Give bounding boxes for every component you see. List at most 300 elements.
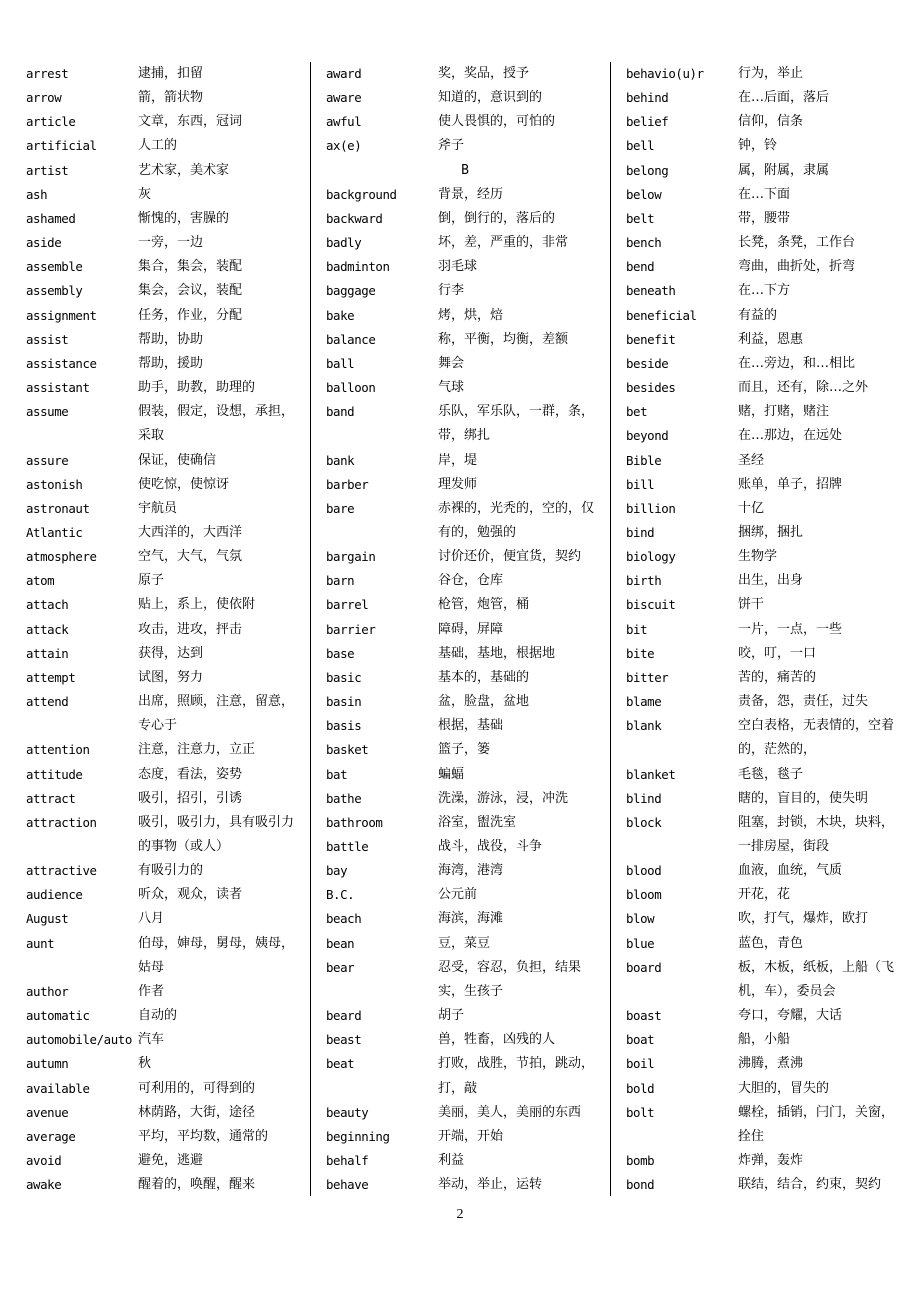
page-number: 2 bbox=[456, 1207, 464, 1222]
vocab-word: assemble bbox=[26, 259, 83, 275]
vocab-meaning: 胡子 bbox=[438, 1008, 465, 1024]
vocab-word: attention bbox=[26, 742, 90, 758]
vocab-meaning: 在…旁边，和…相比 bbox=[738, 355, 856, 371]
vocab-entry bbox=[326, 1052, 604, 1100]
vocab-meaning: 豆，菜豆 bbox=[438, 935, 491, 951]
vocab-meaning: 态度，看法，姿势 bbox=[138, 766, 243, 782]
vocab-entry bbox=[26, 86, 304, 110]
vocab-meaning: 海湾，港湾 bbox=[438, 863, 504, 879]
vocab-entry bbox=[626, 304, 904, 328]
vocab-word: benefit bbox=[626, 331, 676, 347]
vocab-meaning: 利益 bbox=[438, 1153, 465, 1169]
vocab-meaning: 背景，经历 bbox=[438, 186, 504, 202]
vocab-entry bbox=[26, 376, 304, 400]
column-2 bbox=[326, 62, 604, 1197]
vocab-meaning: 八月 bbox=[138, 911, 165, 927]
vocab-meaning: 注意，注意力，立正 bbox=[138, 742, 256, 758]
vocab-meaning: 长凳，条凳，工作台 bbox=[738, 235, 856, 251]
vocab-word: beast bbox=[326, 1032, 362, 1048]
vocab-entry bbox=[26, 907, 304, 931]
vocab-entry bbox=[26, 231, 304, 255]
vocab-entry bbox=[326, 811, 604, 835]
vocab-entry bbox=[326, 279, 604, 303]
vocab-word: blue bbox=[626, 935, 655, 951]
vocab-word: bolt bbox=[626, 1104, 655, 1120]
vocab-meaning: 讨价还价，便宜货，契约 bbox=[438, 549, 582, 565]
vocab-word: Bible bbox=[626, 452, 662, 468]
vocab-entry bbox=[26, 352, 304, 376]
vocab-entry bbox=[26, 521, 304, 545]
vocab-meaning: 在…下面 bbox=[738, 186, 791, 202]
vocab-meaning: 伯母，婶母，舅母，姨母，姑母 bbox=[138, 935, 295, 975]
vocab-meaning: 任务，作业，分配 bbox=[138, 307, 243, 323]
vocab-meaning: 枪管，炮管，桶 bbox=[438, 597, 530, 613]
vocab-entry bbox=[626, 1028, 904, 1052]
vocab-entry bbox=[26, 569, 304, 593]
vocab-meaning: 惭愧的，害臊的 bbox=[138, 210, 230, 226]
vocab-word: boast bbox=[626, 1008, 662, 1024]
vocab-word: audience bbox=[26, 887, 83, 903]
vocab-meaning: 称，平衡，均衡，差额 bbox=[438, 331, 569, 347]
vocab-word: bench bbox=[626, 235, 662, 251]
vocab-entry bbox=[26, 1052, 304, 1076]
vocab-word: automobile/auto bbox=[26, 1032, 132, 1048]
vocab-word: ax(e) bbox=[326, 138, 362, 154]
vocab-word: assume bbox=[26, 404, 69, 420]
vocab-word: artist bbox=[26, 162, 69, 178]
vocab-meaning: 艺术家，美术家 bbox=[138, 162, 230, 178]
vocab-word: assist bbox=[26, 331, 69, 347]
vocab-meaning: 举动，举止，运转 bbox=[438, 1177, 543, 1193]
vocab-entry bbox=[26, 642, 304, 666]
vocab-word: August bbox=[26, 911, 69, 927]
vocab-meaning: 出生，出身 bbox=[738, 573, 804, 589]
vocab-entry bbox=[26, 62, 304, 86]
vocab-word: bond bbox=[626, 1177, 655, 1193]
vocab-word: bill bbox=[626, 476, 655, 492]
vocab-word: atmosphere bbox=[26, 549, 97, 565]
vocab-entry bbox=[626, 666, 904, 690]
vocab-word: bit bbox=[626, 621, 648, 637]
column-1 bbox=[26, 62, 304, 1197]
vocab-meaning: 作者 bbox=[138, 983, 165, 999]
vocab-entry bbox=[326, 255, 604, 279]
vocab-entry bbox=[326, 956, 604, 1004]
vocab-meaning: 大西洋的，大西洋 bbox=[138, 524, 243, 540]
vocab-entry bbox=[326, 859, 604, 883]
vocab-meaning: 奖，奖品，授予 bbox=[438, 66, 530, 81]
vocab-entry bbox=[26, 134, 304, 158]
vocab-entry bbox=[26, 690, 304, 738]
vocab-entry bbox=[26, 883, 304, 907]
section-letter-header: B bbox=[461, 162, 469, 178]
vocab-word: blow bbox=[626, 911, 655, 927]
vocab-entry bbox=[26, 593, 304, 617]
vocab-entry bbox=[326, 1004, 604, 1028]
vocab-entry bbox=[26, 545, 304, 569]
vocab-word: bite bbox=[626, 645, 655, 661]
vocab-word: author bbox=[26, 983, 69, 999]
vocab-entry bbox=[626, 1101, 904, 1149]
vocab-meaning: 空白表格，无表情的，空着的，茫然的， bbox=[738, 718, 895, 758]
vocab-word: bargain bbox=[326, 549, 376, 565]
vocab-entry bbox=[626, 473, 904, 497]
vocab-entry bbox=[326, 86, 604, 110]
vocab-word: assignment bbox=[26, 307, 97, 323]
vocab-entry bbox=[626, 787, 904, 811]
vocab-entry bbox=[626, 1052, 904, 1076]
vocab-entry bbox=[326, 62, 604, 86]
vocab-entry bbox=[26, 159, 304, 183]
vocab-word: barber bbox=[326, 476, 369, 492]
vocab-word: bend bbox=[626, 259, 655, 275]
vocab-meaning: 箭，箭状物 bbox=[138, 90, 204, 106]
vocab-entry bbox=[326, 738, 604, 762]
column-3 bbox=[626, 62, 904, 1197]
vocab-word: Atlantic bbox=[26, 524, 83, 540]
vocab-word: bathe bbox=[326, 790, 362, 806]
vocab-entry bbox=[26, 763, 304, 787]
vocab-entry bbox=[326, 907, 604, 931]
vocab-meaning: 信仰，信条 bbox=[738, 114, 804, 130]
vocab-entry bbox=[626, 376, 904, 400]
vocab-meaning: 气球 bbox=[438, 380, 465, 396]
vocab-meaning: 宇航员 bbox=[138, 500, 178, 516]
vocab-word: blood bbox=[626, 863, 662, 879]
vocab-meaning: 阻塞，封锁，木块，块料，一排房屋，街段 bbox=[738, 814, 895, 854]
vocab-meaning: 一旁，一边 bbox=[138, 235, 204, 251]
vocab-entry bbox=[626, 497, 904, 521]
vocab-meaning: 吸引，吸引力，具有吸引力的事物（或人） bbox=[138, 814, 295, 854]
vocab-word: article bbox=[26, 114, 76, 130]
vocab-word: artificial bbox=[26, 138, 97, 154]
vocab-entry bbox=[326, 1149, 604, 1173]
vocab-entry bbox=[26, 932, 304, 980]
vocab-meaning: 贴上，系上，使依附 bbox=[138, 597, 256, 613]
vocab-meaning: 沸腾，煮沸 bbox=[738, 1056, 804, 1072]
vocab-entry bbox=[626, 956, 904, 1004]
vocab-entry bbox=[626, 110, 904, 134]
vocab-meaning: 助手，助教，助理的 bbox=[138, 380, 256, 396]
vocab-meaning: 带，腰带 bbox=[738, 210, 791, 226]
vocab-entry bbox=[326, 1101, 604, 1125]
vocab-meaning: 倒，倒行的，落后的 bbox=[438, 210, 556, 226]
vocab-word: aunt bbox=[26, 935, 55, 951]
vocab-entry bbox=[26, 1149, 304, 1173]
vocab-meaning: 人工的 bbox=[138, 138, 178, 154]
vocab-meaning: 听众，观众，读者 bbox=[138, 887, 243, 903]
vocab-meaning: 有吸引力的 bbox=[138, 863, 204, 879]
vocab-word: awake bbox=[26, 1177, 62, 1193]
vocab-word: barrel bbox=[326, 597, 369, 613]
vocab-meaning: 利益，恩惠 bbox=[738, 331, 804, 347]
vocab-word: basis bbox=[326, 718, 362, 734]
vocab-entry bbox=[326, 763, 604, 787]
vocab-word: birth bbox=[626, 573, 662, 589]
vocab-meaning: 兽，牲畜，凶残的人 bbox=[438, 1032, 556, 1048]
vocab-meaning: 联结，结合，约束，契约 bbox=[738, 1177, 882, 1193]
vocab-word: avoid bbox=[26, 1153, 62, 1169]
vocab-word: badminton bbox=[326, 259, 390, 275]
vocab-word: bay bbox=[326, 863, 348, 879]
vocab-meaning: 林荫路，大街，途径 bbox=[138, 1104, 256, 1120]
vocab-word: behalf bbox=[326, 1153, 369, 1169]
vocab-entry bbox=[326, 1028, 604, 1052]
vocab-entry bbox=[326, 787, 604, 811]
vocab-entry bbox=[626, 1004, 904, 1028]
vocab-meaning: 螺栓，插销，闩门，关窗，拴住 bbox=[738, 1104, 895, 1144]
vocab-entry bbox=[326, 352, 604, 376]
vocab-meaning: 捆绑，捆扎 bbox=[738, 524, 804, 540]
vocab-meaning: 咬，叮，一口 bbox=[738, 645, 817, 661]
vocab-entry bbox=[26, 207, 304, 231]
vocab-word: background bbox=[326, 186, 397, 202]
vocab-word: arrow bbox=[26, 90, 62, 106]
vocab-meaning: 保证，使确信 bbox=[138, 452, 217, 468]
vocab-entry bbox=[626, 593, 904, 617]
vocab-meaning: 忍受，容忍，负担，结果实，生孩子 bbox=[438, 959, 582, 999]
vocab-meaning: 赤裸的，光秃的，空的，仅有的，勉强的 bbox=[438, 500, 595, 540]
vocab-word: basin bbox=[326, 694, 362, 710]
vocab-meaning: 帮助，援助 bbox=[138, 355, 204, 371]
vocab-meaning: 钟，铃 bbox=[738, 138, 778, 154]
vocab-meaning: 篮子，篓 bbox=[438, 742, 491, 758]
vocab-meaning: 假装，假定，设想，承担，采取 bbox=[138, 404, 295, 444]
vocab-meaning: 弯曲，曲折处，折弯 bbox=[738, 259, 856, 275]
vocab-meaning: 根据，基础 bbox=[438, 718, 504, 734]
vocab-entry bbox=[626, 279, 904, 303]
vocab-entry bbox=[626, 62, 904, 86]
vocab-meaning: 板，木板，纸板，上船（飞机，车），委员会 bbox=[738, 959, 895, 999]
vocab-word: battle bbox=[326, 839, 369, 854]
vocab-entry bbox=[326, 883, 604, 907]
vocab-meaning: 烤，烘，焙 bbox=[438, 307, 504, 323]
vocab-entry bbox=[326, 400, 604, 448]
vocab-meaning: 自动的 bbox=[138, 1008, 178, 1024]
vocab-meaning: 炸弹，轰炸 bbox=[738, 1153, 804, 1169]
vocab-word: beneficial bbox=[626, 307, 697, 323]
vocab-entry bbox=[326, 1125, 604, 1149]
vocab-meaning: 浴室，盥洗室 bbox=[438, 814, 517, 830]
vocab-meaning: 集合，集会，装配 bbox=[138, 259, 243, 275]
vocab-entry bbox=[626, 521, 904, 545]
vocab-meaning: 赌，打赌，赌注 bbox=[738, 404, 830, 420]
vocab-word: beneath bbox=[626, 283, 676, 299]
vocab-word: below bbox=[626, 186, 662, 202]
vocab-entry bbox=[326, 835, 604, 859]
vocab-entry bbox=[326, 642, 604, 666]
vocab-word: aside bbox=[26, 235, 62, 251]
vocab-entry bbox=[326, 932, 604, 956]
vocab-word: bomb bbox=[626, 1153, 655, 1169]
vocab-word: belong bbox=[626, 162, 669, 178]
vocab-entry bbox=[326, 231, 604, 255]
vocab-word: bitter bbox=[626, 669, 669, 685]
vocab-entry bbox=[26, 497, 304, 521]
vocab-word: beyond bbox=[626, 428, 669, 444]
vocab-meaning: 醒着的，唤醒，醒来 bbox=[138, 1177, 256, 1193]
vocab-word: attack bbox=[26, 621, 69, 637]
vocab-entry bbox=[26, 1077, 304, 1101]
vocab-entry bbox=[626, 907, 904, 931]
vocab-word: band bbox=[326, 404, 355, 420]
vocab-entry bbox=[626, 159, 904, 183]
vocab-word: astonish bbox=[26, 476, 83, 492]
vocab-entry bbox=[326, 497, 604, 545]
vocab-meaning: 可利用的，可得到的 bbox=[138, 1080, 256, 1096]
vocab-entry bbox=[626, 545, 904, 569]
vocab-meaning: 在…那边，在远处 bbox=[738, 428, 843, 444]
vocab-word: arrest bbox=[26, 66, 69, 81]
vocab-word: besides bbox=[626, 380, 676, 396]
vocab-meaning: 原子 bbox=[138, 573, 165, 589]
vocab-entry bbox=[26, 738, 304, 762]
vocab-word: bear bbox=[326, 959, 355, 975]
vocab-word: attraction bbox=[26, 814, 97, 830]
vocab-word: assembly bbox=[26, 283, 83, 299]
vocab-word: boat bbox=[626, 1032, 655, 1048]
vocab-entry bbox=[626, 400, 904, 424]
vocab-meaning: 行为，举止 bbox=[738, 66, 804, 81]
vocab-meaning: 属，附属，隶属 bbox=[738, 162, 830, 178]
vocab-word: beard bbox=[326, 1008, 362, 1024]
vocab-meaning: 获得，达到 bbox=[138, 645, 204, 661]
vocab-word: beat bbox=[326, 1056, 355, 1072]
vocab-meaning: 乐队，军乐队，一群，条，带，绑扎 bbox=[438, 404, 595, 444]
vocab-word: attractive bbox=[26, 863, 97, 879]
vocab-word: behave bbox=[326, 1177, 369, 1193]
vocab-entry bbox=[326, 545, 604, 569]
vocab-entry bbox=[626, 207, 904, 231]
vocab-word: beauty bbox=[326, 1104, 369, 1120]
vocab-meaning: 障碍，屏障 bbox=[438, 621, 504, 637]
vocab-meaning: 理发师 bbox=[438, 476, 478, 492]
vocab-word: backward bbox=[326, 210, 383, 226]
vocab-word: bell bbox=[626, 138, 655, 154]
vocab-meaning: 使人畏惧的，可怕的 bbox=[438, 114, 556, 130]
vocab-meaning: 吸引，招引，引诱 bbox=[138, 790, 243, 806]
vocab-word: balance bbox=[326, 331, 376, 347]
vocab-word: attach bbox=[26, 597, 69, 613]
vocab-meaning: 使吃惊，使惊讶 bbox=[138, 476, 230, 492]
vocab-word: bake bbox=[326, 307, 355, 323]
vocab-word: bold bbox=[626, 1080, 655, 1096]
vocab-word: balloon bbox=[326, 380, 376, 396]
vocab-entry bbox=[626, 183, 904, 207]
vocab-meaning: 文章，东西，冠词 bbox=[138, 114, 243, 130]
vocab-meaning: 夸口，夸耀，大话 bbox=[738, 1008, 843, 1024]
vocab-entry bbox=[626, 932, 904, 956]
vocab-entry bbox=[326, 304, 604, 328]
vocab-entry bbox=[626, 763, 904, 787]
vocab-meaning: 蓝色，青色 bbox=[738, 935, 804, 951]
vocab-entry bbox=[326, 134, 604, 158]
vocab-entry bbox=[626, 714, 904, 762]
vocab-word: bank bbox=[326, 452, 355, 468]
vocab-entry bbox=[626, 352, 904, 376]
vocab-meaning: 斧子 bbox=[438, 138, 465, 154]
vocab-entry bbox=[26, 1004, 304, 1028]
vocab-word: biology bbox=[626, 549, 676, 565]
vocab-meaning: 十亿 bbox=[738, 500, 765, 516]
vocab-word: autumn bbox=[26, 1056, 69, 1072]
column-divider-1 bbox=[310, 62, 311, 1196]
vocab-entry bbox=[26, 1173, 304, 1197]
vocab-word: award bbox=[326, 66, 362, 81]
vocab-word: beach bbox=[326, 911, 362, 927]
vocab-word: ashamed bbox=[26, 210, 76, 226]
vocab-meaning: 洗澡，游泳，浸，冲洗 bbox=[438, 790, 569, 806]
vocab-entry bbox=[326, 328, 604, 352]
vocab-entry bbox=[26, 255, 304, 279]
vocab-entry bbox=[626, 424, 904, 448]
vocab-word: attempt bbox=[26, 669, 76, 685]
vocab-word: behavio(u)r bbox=[626, 66, 704, 81]
vocab-word: beginning bbox=[326, 1128, 390, 1144]
vocab-meaning: 行李 bbox=[438, 283, 465, 299]
vocab-entry bbox=[626, 328, 904, 352]
vocab-word: behind bbox=[626, 90, 669, 106]
vocab-meaning: 有益的 bbox=[738, 307, 778, 323]
vocab-meaning: 盆，脸盘，盆地 bbox=[438, 694, 530, 710]
vocab-meaning: 公元前 bbox=[438, 887, 478, 903]
vocab-meaning: 开花，花 bbox=[738, 887, 791, 903]
vocab-word: assistance bbox=[26, 355, 97, 371]
vocab-word: attitude bbox=[26, 766, 83, 782]
vocab-meaning: 在…后面，落后 bbox=[738, 90, 830, 106]
vocab-word: bloom bbox=[626, 887, 662, 903]
vocab-meaning: 在…下方 bbox=[738, 283, 791, 299]
vocab-entry bbox=[626, 569, 904, 593]
vocab-word: avenue bbox=[26, 1104, 69, 1120]
vocab-word: barrier bbox=[326, 621, 376, 637]
vocab-meaning: 坏，差，严重的，非常 bbox=[438, 235, 569, 251]
vocab-meaning: 避免，逃避 bbox=[138, 1153, 204, 1169]
vocab-meaning: 生物学 bbox=[738, 549, 778, 565]
vocab-word: basket bbox=[326, 742, 369, 758]
vocab-word: assistant bbox=[26, 380, 90, 396]
vocab-meaning: 基础，基地，根据地 bbox=[438, 645, 556, 661]
vocab-meaning: 毛毯，毯子 bbox=[738, 766, 804, 782]
vocab-word: boil bbox=[626, 1056, 655, 1072]
vocab-entry bbox=[26, 110, 304, 134]
vocab-meaning: 谷仓，仓库 bbox=[438, 573, 504, 589]
vocab-entry bbox=[26, 787, 304, 811]
vocab-entry bbox=[326, 207, 604, 231]
vocab-entry bbox=[26, 811, 304, 859]
vocab-entry bbox=[326, 690, 604, 714]
vocab-word: bet bbox=[626, 404, 648, 420]
vocab-meaning: 集会，会议，装配 bbox=[138, 283, 243, 299]
vocab-meaning: 知道的，意识到的 bbox=[438, 90, 543, 106]
vocab-entry bbox=[26, 183, 304, 207]
vocab-entry bbox=[26, 279, 304, 303]
vocab-entry bbox=[326, 666, 604, 690]
vocab-word: automatic bbox=[26, 1008, 90, 1024]
vocab-meaning: 海滨，海滩 bbox=[438, 911, 504, 927]
vocab-word: attend bbox=[26, 694, 69, 710]
vocab-entry bbox=[26, 1028, 304, 1052]
vocab-word: bare bbox=[326, 500, 355, 516]
vocab-meaning: 责备，怨，责任，过失 bbox=[738, 694, 869, 710]
vocab-meaning: 汽车 bbox=[138, 1032, 165, 1048]
vocab-word: bean bbox=[326, 935, 355, 951]
vocab-entry bbox=[26, 980, 304, 1004]
vocab-meaning: 而且，还有，除…之外 bbox=[738, 380, 869, 396]
vocab-word: attain bbox=[26, 645, 69, 661]
vocab-word: astronaut bbox=[26, 500, 90, 516]
vocab-meaning: 吹，打气，爆炸，欧打 bbox=[738, 911, 869, 927]
